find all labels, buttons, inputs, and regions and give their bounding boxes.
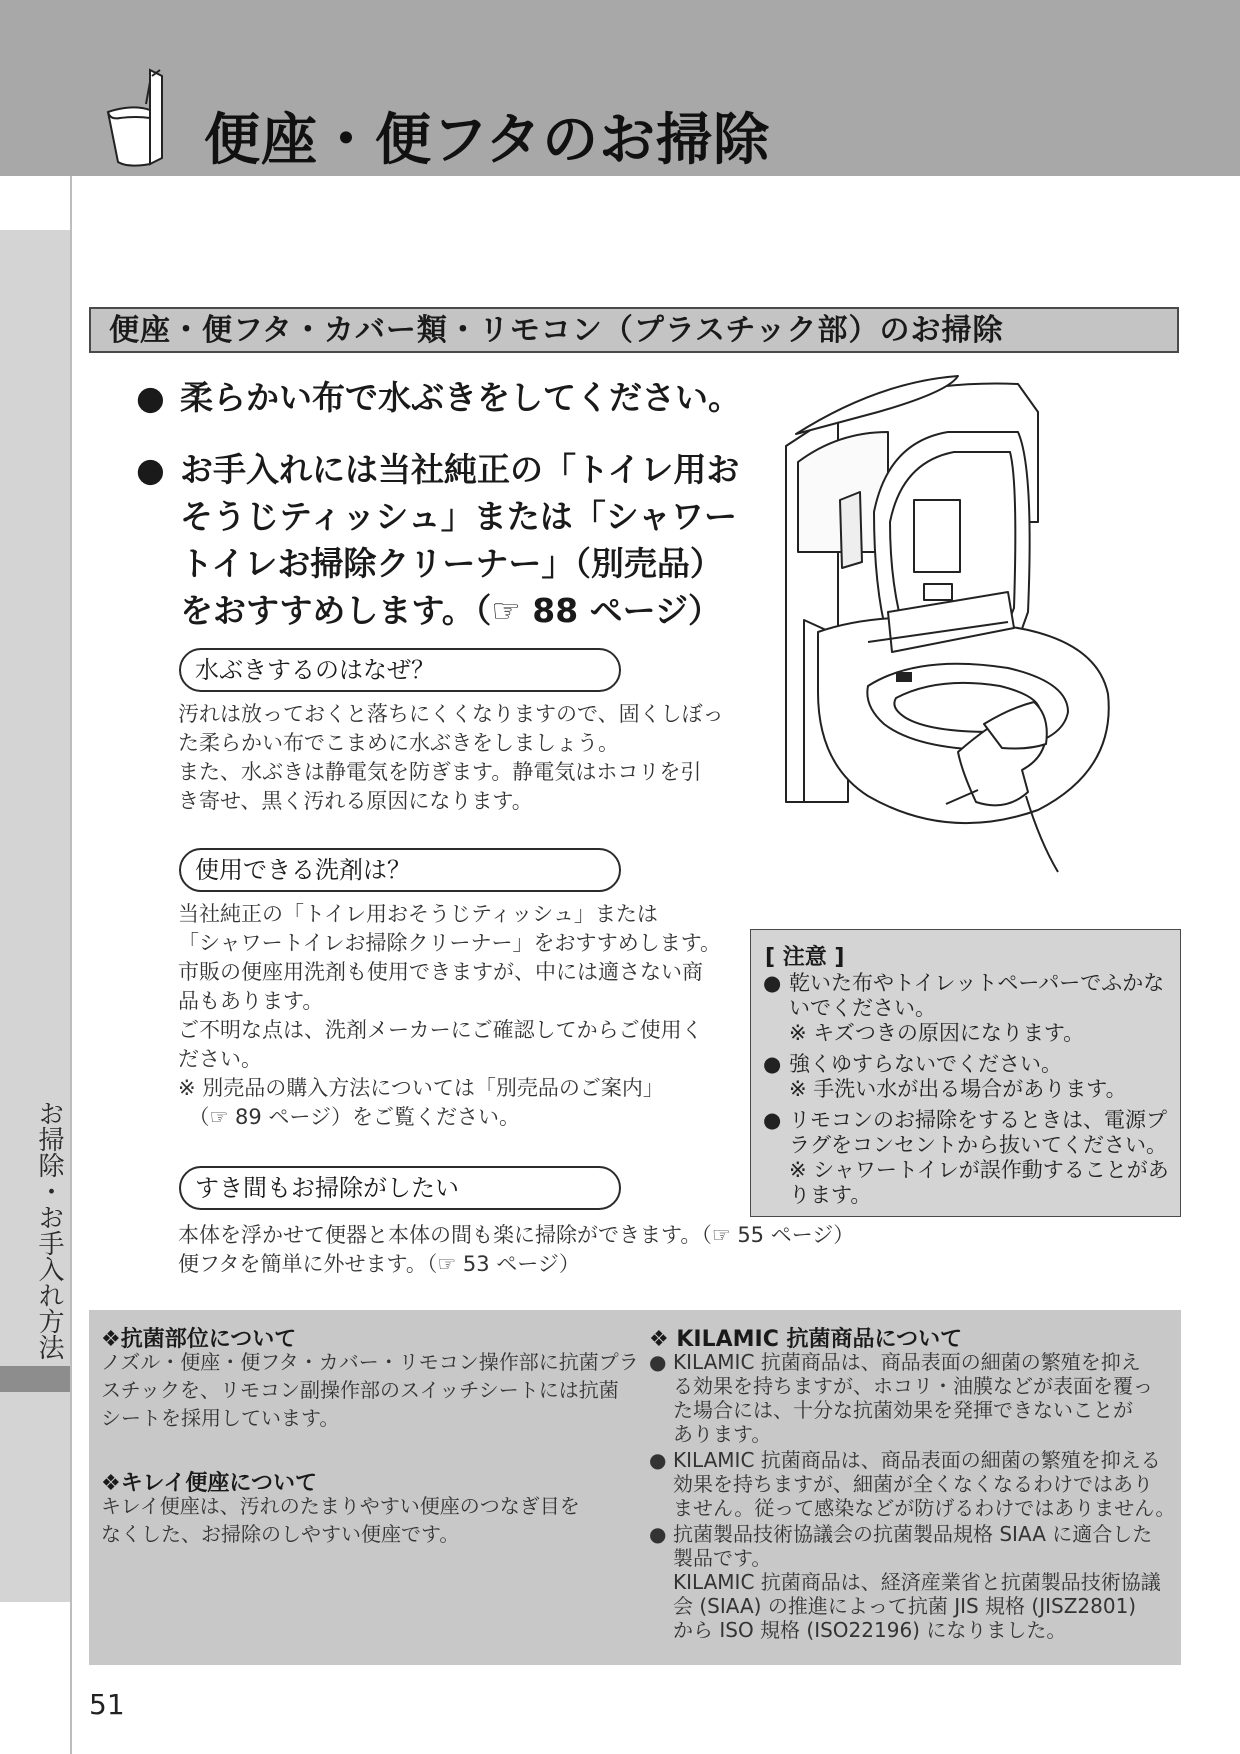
answer-line: ※ 別売品の購入方法については「別売品のご案内」 xyxy=(178,1076,664,1100)
bullet-text: トイレお掃除クリーナー」（別売品） xyxy=(180,544,723,583)
answer-line: た柔らかい布でこまめに水ぶきをしましょう。 xyxy=(178,731,619,755)
answer-line: また、水ぶきは静電気を防ぎます。静電気はホコリを引 xyxy=(178,760,702,784)
answer-line: 本体を浮かせて便器と本体の間も楽に掃除ができます。（☞ 55 ページ） xyxy=(178,1223,855,1247)
info-line: スチックを、リモコン副操作部のスイッチシートには抗菌 xyxy=(101,1378,619,1402)
kilamic-line: KILAMIC 抗菌商品は、経済産業省と抗菌製品技術協議 xyxy=(673,1570,1161,1594)
answer-line: ださい。 xyxy=(178,1047,262,1071)
answer-line: 当社純正の「トイレ用おそうじティッシュ」または xyxy=(178,902,658,926)
kilamic-line: る効果を持ちますが、ホコリ・油膜などが表面を覆っ xyxy=(673,1374,1153,1398)
margin-rule xyxy=(70,176,72,1754)
answer-line: 品もあります。 xyxy=(178,989,324,1013)
caution-line: ラグをコンセントから抜いてください。 xyxy=(789,1133,1167,1157)
caution-note: ※ キズつきの原因になります。 xyxy=(789,1021,1085,1045)
caution-line: 強くゆすらないでください。 xyxy=(789,1052,1062,1076)
kilamic-line: 抗菌製品技術協議会の抗菌製品規格 SIAA に適合した xyxy=(673,1522,1153,1546)
page-title: 便座・便フタのお掃除 xyxy=(204,108,771,173)
info-line: なくした、お掃除のしやすい便座です。 xyxy=(101,1522,460,1546)
bullet-mark: ● xyxy=(136,450,165,489)
caution-bullet: ● xyxy=(763,971,782,995)
caution-note: ります。 xyxy=(789,1183,872,1207)
caution-bullet: ● xyxy=(763,1052,782,1076)
caution-title: [ 注意 ] xyxy=(765,945,845,970)
clean-seat-heading: ❖キレイ便座について xyxy=(101,1471,317,1496)
caution-line: リモコンのお掃除をするときは、電源プ xyxy=(789,1108,1167,1132)
kilamic-line: KILAMIC 抗菌商品は、商品表面の細菌の繁殖を抑え xyxy=(673,1350,1141,1374)
answer-line: 汚れは放っておくと落ちにくくなりますので、固くしぼっ xyxy=(178,702,724,726)
question-pill-why: 水ぶきするのはなぜ？ xyxy=(179,648,621,692)
answer-line: き寄せ、黒く汚れる原因になります。 xyxy=(178,789,533,813)
info-line: シートを採用しています。 xyxy=(101,1406,340,1430)
question-pill-gap: すき間もお掃除がしたい xyxy=(179,1166,621,1210)
kilamic-line: ません。従って感染などが防げるわけではありません。 xyxy=(673,1496,1176,1520)
info-line: キレイ便座は、汚れのたまりやすい便座のつなぎ目を xyxy=(101,1494,580,1518)
page-number: 51 xyxy=(89,1688,125,1721)
kilamic-line: から ISO 規格 (ISO22196) になりました。 xyxy=(673,1618,1067,1642)
info-box xyxy=(89,1310,1181,1665)
kilamic-bullet: ● xyxy=(649,1350,667,1374)
section-header xyxy=(89,307,1179,353)
kilamic-bullet: ● xyxy=(649,1522,667,1546)
side-tab-marker xyxy=(0,1366,70,1392)
caution-line: 乾いた布やトイレットペーパーでふかな xyxy=(789,971,1165,995)
answer-line: 市販の便座用洗剤も使用できますが、中には適さない商 xyxy=(178,960,703,984)
answer-line: 「シャワートイレお掃除クリーナー」をおすすめします。 xyxy=(178,931,722,955)
bullet-text: そうじティッシュ」または「シャワー xyxy=(180,497,738,536)
side-tab xyxy=(0,230,70,1602)
answer-line: （☞ 89 ページ）をご覧ください。 xyxy=(178,1105,520,1129)
info-line: ノズル・便座・便フタ・カバー・リモコン操作部に抗菌プラ xyxy=(101,1350,639,1374)
toilet-cleaning-illustration xyxy=(778,372,1144,892)
bullet-text: 柔らかい布で水ぶきをしてください。 xyxy=(180,378,741,417)
side-tab-label: お掃除・お手入れ方法 xyxy=(34,1100,64,1360)
answer-line: 便フタを簡単に外せます。（☞ 53 ページ） xyxy=(178,1252,580,1276)
caution-bullet: ● xyxy=(763,1108,782,1132)
kilamic-line: 製品です。 xyxy=(673,1546,772,1570)
kilamic-heading: ❖ KILAMIC 抗菌商品について xyxy=(649,1327,963,1352)
kilamic-bullet: ● xyxy=(649,1448,667,1472)
kilamic-line: KILAMIC 抗菌商品は、商品表面の細菌の繁殖を抑える xyxy=(673,1448,1161,1472)
question-pill-detergent: 使用できる洗剤は？ xyxy=(179,848,621,892)
bullet-text: をおすすめします。（☞ 88 ページ） xyxy=(180,591,722,630)
caution-box xyxy=(750,929,1181,1217)
caution-note: ※ 手洗い水が出る場合があります。 xyxy=(789,1077,1127,1101)
caution-line: いでください。 xyxy=(789,996,936,1020)
bullet-text: お手入れには当社純正の「トイレ用お xyxy=(180,450,740,489)
kilamic-line: あります。 xyxy=(673,1422,772,1446)
bullet-mark: ● xyxy=(136,378,165,417)
kilamic-line: 会 (SIAA) の推進によって抗菌 JIS 規格 (JISZ2801) xyxy=(673,1594,1137,1618)
toilet-icon xyxy=(102,68,180,170)
answer-line: ご不明な点は、洗剤メーカーにご確認してからご使用く xyxy=(178,1018,703,1042)
kilamic-line: た場合には、十分な抗菌効果を発揮できないことが xyxy=(673,1398,1133,1422)
caution-note: ※ シャワートイレが誤作動することがあ xyxy=(789,1158,1169,1182)
kilamic-line: 効果を持ちますが、細菌が全くなくなるわけではあり xyxy=(673,1472,1153,1496)
section-title: 便座・便フタ・カバー類・リモコン（プラスチック部）のお掃除 xyxy=(109,313,1004,348)
antibacterial-parts-heading: ❖抗菌部位について xyxy=(101,1327,297,1352)
